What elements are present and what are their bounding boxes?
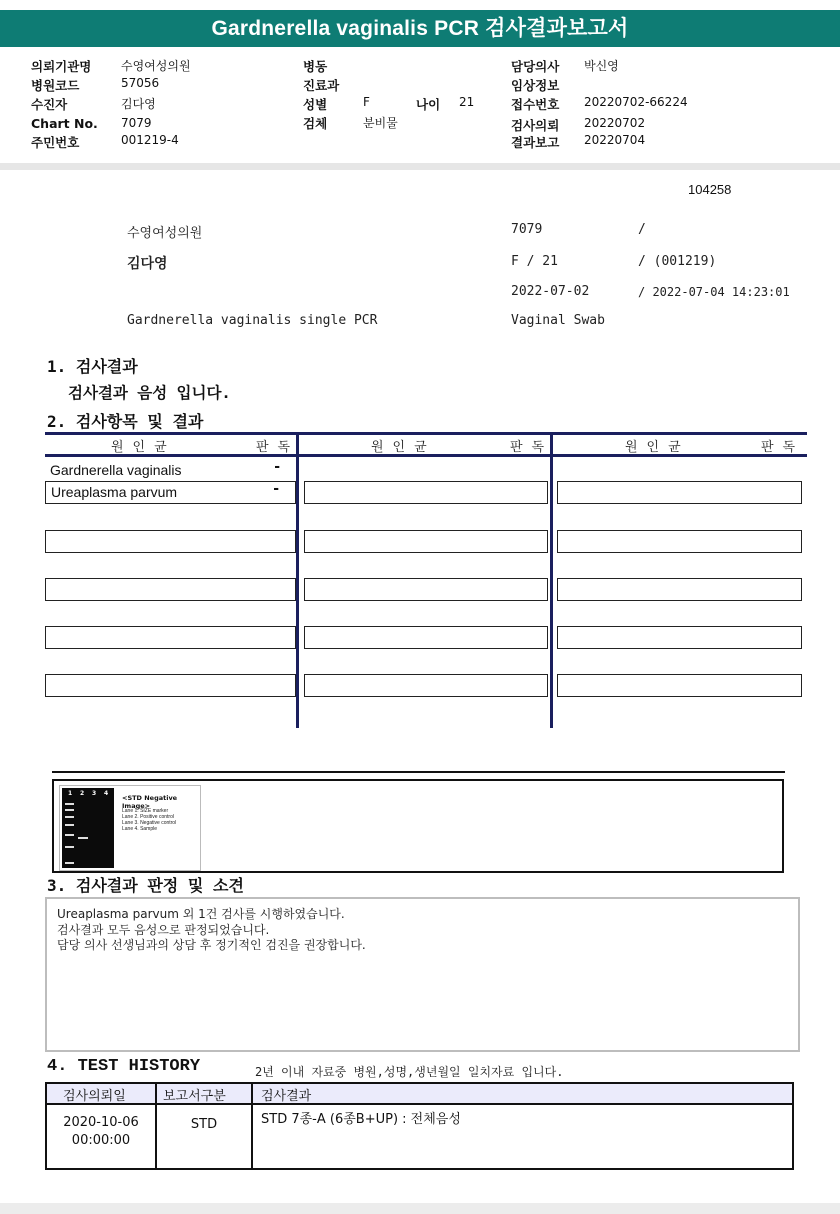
label-ward: 병동: [303, 59, 328, 74]
report-title: Gardnerella vaginalis PCR 검사결과보고서: [0, 10, 840, 47]
history-col-result: 검사결과: [261, 1089, 312, 1104]
history-date: 2020-10-06: [63, 1115, 139, 1130]
section1-result: 검사결과 음성 입니다.: [68, 384, 231, 402]
empty-cell: [304, 481, 548, 504]
summary-patient: 김다영: [127, 256, 168, 272]
summary-test-name: Gardnerella vaginalis single PCR: [127, 313, 378, 328]
id-number: 104258: [688, 182, 732, 197]
empty-cell: [45, 530, 296, 553]
summary-sex-age: F / 21: [511, 254, 558, 269]
table-top-rule: [45, 432, 807, 435]
empty-cell: [557, 530, 802, 553]
history-col-divider: [251, 1084, 253, 1168]
col-header-result: 판독: [510, 440, 554, 455]
section1-heading: 1. 검사결과: [47, 357, 138, 376]
value-request-date: 20220702: [584, 116, 646, 130]
organism-table: [45, 432, 807, 728]
label-chart-no: Chart No.: [31, 116, 98, 131]
gel-band: [65, 834, 74, 836]
gel-legend-title: <STD Negative Image>: [122, 794, 178, 810]
label-patient: 수진자: [31, 97, 68, 112]
history-note: 2년 이내 자료중 병원,성명,생년월일 일치자료 입니다.: [255, 1065, 564, 1079]
empty-cell: [557, 626, 802, 649]
gel-picture: [62, 788, 114, 868]
table-col-divider: [296, 432, 299, 728]
footer-bar: [0, 1203, 840, 1214]
value-hospital-code: 57056: [121, 76, 160, 90]
comment-line: 담당 의사 선생님과의 상담 후 정기적인 검진을 권장합니다.: [57, 938, 366, 952]
section3-heading: 3. 검사결과 판정 및 소견: [47, 876, 244, 895]
organism-result: -: [274, 459, 280, 475]
header-divider: [0, 163, 840, 170]
value-receipt-no: 20220702-66224: [584, 95, 688, 109]
value-specimen: 분비물: [363, 116, 398, 130]
history-table-header: [47, 1084, 792, 1105]
organism-name: Gardnerella vaginalis: [50, 462, 182, 478]
lane-number: 2: [80, 790, 85, 797]
label-report-date: 결과보고: [511, 135, 560, 150]
label-sex: 성별: [303, 97, 328, 112]
gel-legend-line: Lane 4. Sample: [122, 826, 158, 832]
label-request-date: 검사의뢰: [511, 118, 560, 133]
history-type: STD: [190, 1117, 218, 1132]
history-result: STD 7종-A (6종B+UP) : 전체음성: [261, 1112, 461, 1127]
gel-legend-line: Lane 3. Negative control: [122, 820, 177, 826]
summary-slash: /: [638, 222, 646, 237]
lane-number: 1: [68, 790, 73, 797]
label-specimen: 검체: [303, 116, 328, 131]
history-col-type: 보고서구분: [163, 1089, 226, 1104]
value-report-date: 20220704: [584, 133, 646, 147]
label-hospital-code: 병원코드: [31, 78, 80, 93]
label-clinical-info: 임상정보: [511, 78, 560, 93]
organism-result: -: [273, 481, 279, 497]
empty-cell: [304, 674, 548, 697]
label-resident-no: 주민번호: [31, 135, 80, 150]
gel-image-frame: [52, 779, 784, 873]
value-sex: F: [363, 95, 370, 109]
empty-cell: [557, 578, 802, 601]
col-header-result: 판독: [761, 440, 805, 455]
label-receipt-no: 접수번호: [511, 97, 560, 112]
gel-legend-line: Lane 2. Positive control: [122, 814, 174, 820]
organism-name: Ureaplasma parvum: [51, 484, 178, 500]
gel-legend-line: Lane 1. SIZE marker: [122, 808, 169, 814]
gel-band: [65, 803, 74, 805]
lane-number: 4: [104, 790, 109, 797]
col-header-organism: 원인균: [625, 440, 690, 455]
comment-box: [45, 897, 800, 1052]
label-clinic: 의뢰기관명: [31, 59, 92, 74]
col-header-organism: 원인균: [371, 440, 436, 455]
gel-band: [65, 846, 74, 848]
summary-birth: / (001219): [638, 254, 717, 269]
table-col-divider: [550, 432, 553, 728]
table-row: [45, 459, 296, 481]
label-department: 진료과: [303, 78, 340, 93]
comment-line: Ureaplasma parvum 외 1건 검사를 시행하였습니다.: [57, 907, 345, 921]
gel-band: [65, 816, 74, 818]
comment-line: 검사결과 모두 음성으로 판정되었습니다.: [57, 923, 270, 937]
label-age: 나이: [416, 97, 441, 112]
col-header-result: 판독: [256, 440, 300, 455]
history-table: [45, 1082, 794, 1170]
gel-band: [65, 809, 74, 811]
value-resident-no: 001219-4: [121, 133, 179, 147]
label-doctor: 담당의사: [511, 59, 560, 74]
col-header-organism: 원인균: [111, 440, 176, 455]
summary-specimen: Vaginal Swab: [511, 313, 605, 328]
summary-clinic: 수영여성의원: [127, 226, 203, 241]
lane-number: 3: [92, 790, 97, 797]
summary-report-datetime: / 2022-07-04 14:23:01: [638, 285, 790, 299]
empty-cell: [45, 674, 296, 697]
value-age: 21: [459, 95, 475, 109]
empty-cell: [304, 530, 548, 553]
gel-image: [59, 785, 201, 871]
empty-cell: [45, 626, 296, 649]
empty-cell: [304, 626, 548, 649]
value-clinic: 수영여성의원: [121, 59, 191, 73]
value-doctor: 박신영: [584, 59, 619, 73]
gel-band: [78, 837, 88, 839]
history-time: 00:00:00: [71, 1133, 131, 1148]
gel-band: [65, 862, 74, 864]
image-divider: [52, 771, 785, 773]
empty-cell: [304, 578, 548, 601]
value-patient: 김다영: [121, 97, 156, 111]
value-chart-no: 7079: [121, 116, 152, 130]
empty-cell: [45, 578, 296, 601]
section4-heading: 4. TEST HISTORY: [47, 1057, 201, 1076]
empty-cell: [557, 674, 802, 697]
summary-chart: 7079: [511, 222, 543, 237]
empty-cell: [557, 481, 802, 504]
gel-band: [65, 824, 74, 826]
table-row: [45, 481, 296, 504]
summary-request-date: 2022-07-02: [511, 284, 590, 299]
section2-heading: 2. 검사항목 및 결과: [47, 412, 204, 431]
history-col-date: 검사의뢰일: [63, 1089, 126, 1104]
